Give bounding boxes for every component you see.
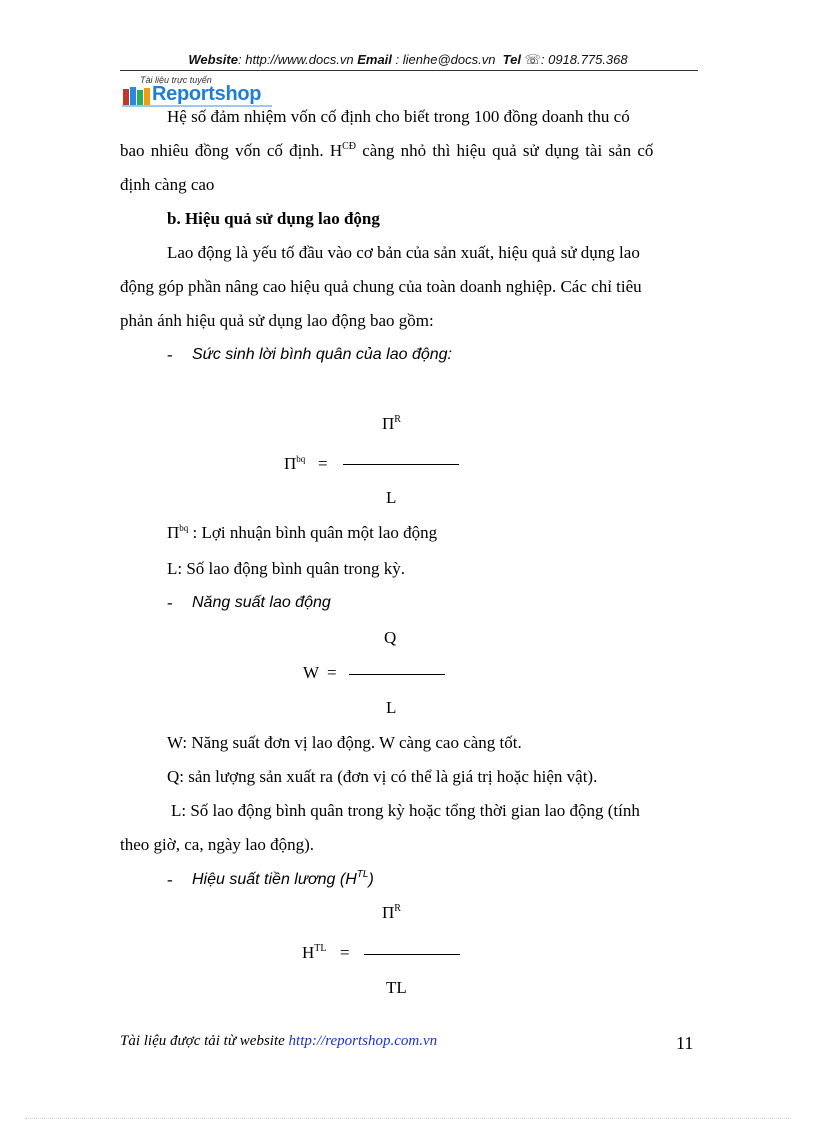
tel-value: : 0918.775.368 <box>540 52 628 67</box>
f1-lhs-sup: bq <box>296 454 306 464</box>
website-value[interactable]: : http://www.docs.vn <box>237 52 354 67</box>
page-header <box>0 52 816 68</box>
formula1-fraction-bar <box>343 464 459 465</box>
page-number: 11 <box>676 1033 694 1053</box>
formula3-equals: = <box>340 943 350 962</box>
p2-line1: Lao động là yếu tố đầu vào cơ bản của sản xuất, hiệu quả sử dụng lao <box>167 243 640 262</box>
header-divider <box>120 70 698 71</box>
formula2-lhs: W <box>303 663 320 682</box>
bullet-profit-per-worker: Sức sinh lời bình quân của lao động: <box>192 346 452 363</box>
f1-num-symbol: Π <box>382 414 395 433</box>
hcd-superscript: CĐ <box>342 141 357 152</box>
formula3-fraction-bar <box>364 954 460 955</box>
footer-link[interactable]: http://reportshop.com.vn <box>288 1033 438 1049</box>
p1-line2 <box>120 141 653 161</box>
formula2-denominator: L <box>386 698 397 717</box>
def-l-line2: theo giờ, ca, ngày lao động). <box>120 835 315 854</box>
formula3-lhs <box>302 943 327 963</box>
footer-text: Tài liệu được tải từ website <box>120 1033 289 1049</box>
def1-text: : Lợi nhuận bình quân một lao động <box>188 523 438 542</box>
p2-line3: phản ánh hiệu quả sử dụng lao động bao gồm: <box>120 311 434 330</box>
formula1-lhs <box>284 454 305 474</box>
f3-lhs-sup: TL <box>314 943 327 954</box>
p1-line3: định càng cao <box>120 175 215 194</box>
f3-num-symbol: Π <box>382 903 395 922</box>
def-l-line1: L: Số lao động bình quân trong kỳ hoặc tổng thời gian lao động (tính <box>171 801 640 820</box>
bullet3-sup: TL <box>356 869 369 880</box>
tel-label: Tel <box>502 52 521 67</box>
def1-sup: bq <box>179 523 189 533</box>
def-q: Q: sản lượng sản xuất ra (đơn vị có thể là giá trị hoặc hiện vật). <box>167 767 598 786</box>
p1-line1: Hệ số đảm nhiệm vốn cố định cho biết trong 100 đồng doanh thu có <box>167 107 630 126</box>
f3-num-sup: R <box>394 903 401 914</box>
def1-symbol: Π <box>167 523 180 542</box>
def-w: W: Năng suất đơn vị lao động. W càng cao càng tốt. <box>167 733 522 752</box>
page-bottom-divider <box>25 1118 791 1119</box>
formula1-numerator <box>382 414 401 434</box>
p2-line2: động góp phần nâng cao hiệu quả chung của toàn doanh nghiệp. Các chỉ tiêu <box>120 277 642 296</box>
formula3-numerator <box>382 903 401 923</box>
formula1-equals: = <box>318 454 328 473</box>
p1-line2-b: càng nhỏ thì hiệu quả sử dụng tài sản cố <box>356 141 654 160</box>
p1-line2-a: bao nhiêu đồng vốn cố định. H <box>120 141 343 160</box>
def-profit-per-worker <box>167 523 437 543</box>
website-label: Website <box>188 52 238 67</box>
bullet-wage-efficiency <box>192 871 374 889</box>
page-footer <box>120 1033 437 1050</box>
f3-lhs-symbol: H <box>302 943 315 962</box>
email-value[interactable]: : lienhe@docs.vn <box>391 52 496 67</box>
email-label: Email <box>357 52 392 67</box>
formula2-numerator: Q <box>384 628 397 647</box>
reportshop-logo[interactable] <box>122 75 282 109</box>
section-heading: b. Hiệu quả sử dụng lao động <box>167 209 380 228</box>
bullet-dash: - <box>167 593 173 612</box>
bullet-dash: - <box>167 345 173 364</box>
books-icon <box>122 85 152 107</box>
logo-brand: Reportshop <box>152 83 262 105</box>
bullet-dash: - <box>167 870 173 889</box>
logo-tagline: Tài liệu trực tuyến <box>140 75 212 85</box>
bullet-labor-productivity: Năng suất lao động <box>192 594 331 611</box>
formula2-equals: = <box>327 663 337 682</box>
phone-icon: ☏ <box>524 52 541 67</box>
bullet3-text-b: ) <box>368 871 374 888</box>
f1-num-sup: R <box>394 414 401 425</box>
formula3-denominator: TL <box>386 978 407 997</box>
formula2-fraction-bar <box>349 674 445 675</box>
formula1-denominator: L <box>386 488 397 507</box>
bullet3-text-a: Hiệu suất tiền lương (H <box>192 871 357 888</box>
f1-lhs-symbol: Π <box>284 454 297 473</box>
def-avg-workers: L: Số lao động bình quân trong kỳ. <box>167 559 405 578</box>
